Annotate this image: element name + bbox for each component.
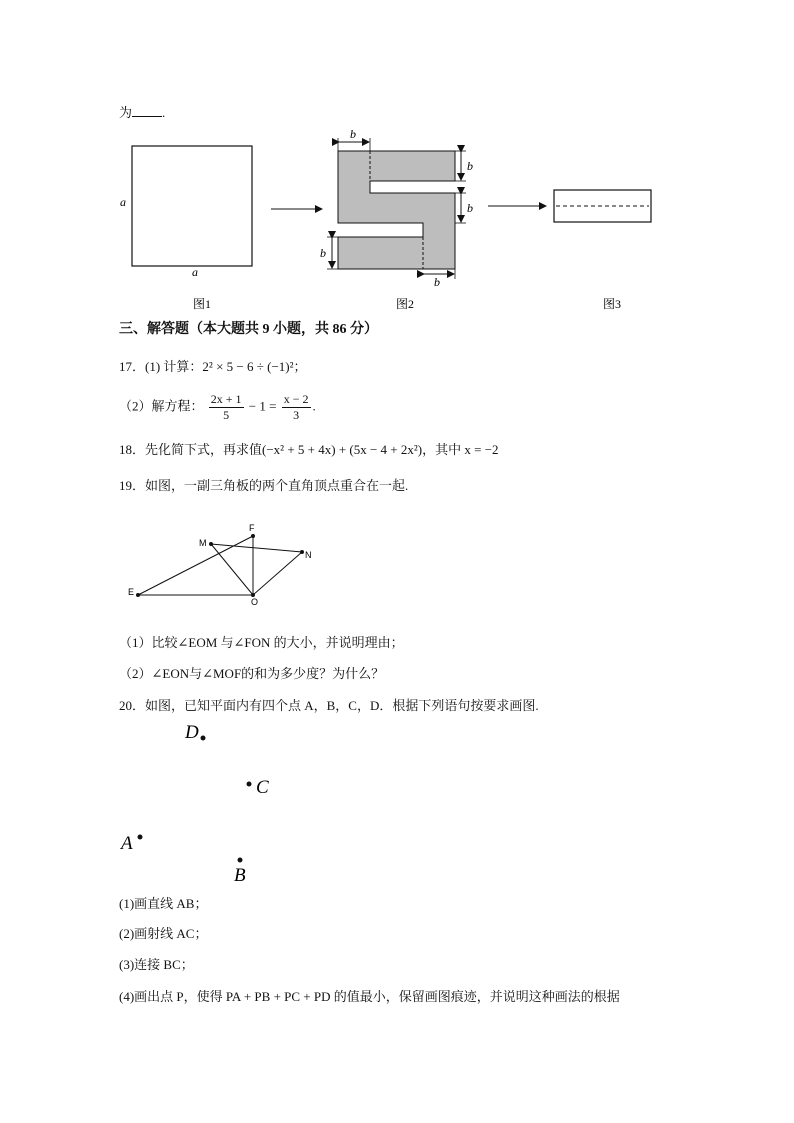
dim-b-right-1-label: b bbox=[467, 159, 473, 173]
q19-part2: （2）∠EON与∠MOF的和为多少度？为什么？ bbox=[119, 666, 385, 681]
q17-part2-prefix: （2）解方程： bbox=[119, 398, 204, 414]
dim-b-left-label: b bbox=[320, 246, 326, 260]
point-C: C bbox=[256, 777, 269, 798]
dim-b-right-2-label: b bbox=[467, 201, 473, 215]
point-O: O bbox=[251, 597, 259, 607]
fraction-2-numerator: x − 2 bbox=[283, 392, 309, 406]
prev-question-prefix: 为 bbox=[119, 105, 133, 120]
caption-fig3: 图3 bbox=[603, 297, 622, 311]
q20-item-3: (3)连接 BC； bbox=[119, 957, 194, 972]
dim-b-bottom-label: b bbox=[434, 275, 440, 289]
q17-part1-prefix: 17．(1) 计算： bbox=[119, 359, 203, 374]
point-D: D bbox=[185, 722, 199, 743]
q17-end: . bbox=[312, 398, 316, 414]
caption-fig2: 图2 bbox=[396, 297, 415, 311]
q18-text: 18．先化简下式，再求值 bbox=[119, 442, 263, 457]
fig1-label-a-bottom: a bbox=[192, 265, 198, 279]
fig1-label-a-left: a bbox=[120, 195, 126, 209]
q20-item-2: (2)画射线 AC； bbox=[119, 926, 208, 941]
point-B: B bbox=[234, 865, 246, 886]
prev-question-suffix: . bbox=[162, 105, 166, 120]
point-M: M bbox=[199, 538, 207, 548]
point-E: E bbox=[128, 587, 135, 597]
q17-minus-one-equals: − 1 = bbox=[248, 398, 277, 414]
point-N: N bbox=[305, 550, 312, 560]
point-F: F bbox=[249, 523, 255, 533]
q19-text: 19．如图，一副三角板的两个直角顶点重合在一起. bbox=[119, 478, 409, 493]
section-heading: 三、解答题（本大题共 9 小题，共 86 分） bbox=[119, 322, 378, 337]
q18-expression: (−x² + 5 + 4x) + (5x − 4 + 2x²) bbox=[262, 442, 423, 457]
q19-part1: （1）比较∠EOM 与∠FON 的大小，并说明理由； bbox=[119, 635, 404, 650]
fraction-2-denominator: 3 bbox=[293, 408, 300, 422]
q18-tail: ，其中 x = −2 bbox=[422, 442, 499, 457]
dim-b-top-label: b bbox=[350, 127, 356, 141]
fraction-1-numerator: 2x + 1 bbox=[210, 392, 242, 406]
q20-item-4: (4)画出点 P，使得 PA + PB + PC + PD 的值最小，保留画图痕迹，并说明这种画法的根据 bbox=[119, 989, 620, 1004]
fraction-1-denominator: 5 bbox=[223, 408, 230, 422]
caption-fig1: 图1 bbox=[193, 297, 212, 311]
q20-text: 20．如图，已知平面内有四个点 A，B，C，D．根据下列语句按要求画图. bbox=[119, 698, 539, 713]
q20-item-1: (1)画直线 AB； bbox=[119, 896, 208, 911]
q17-part1-expression: 2² × 5 − 6 ÷ (−1)²； bbox=[202, 359, 307, 374]
point-A: A bbox=[121, 833, 133, 854]
